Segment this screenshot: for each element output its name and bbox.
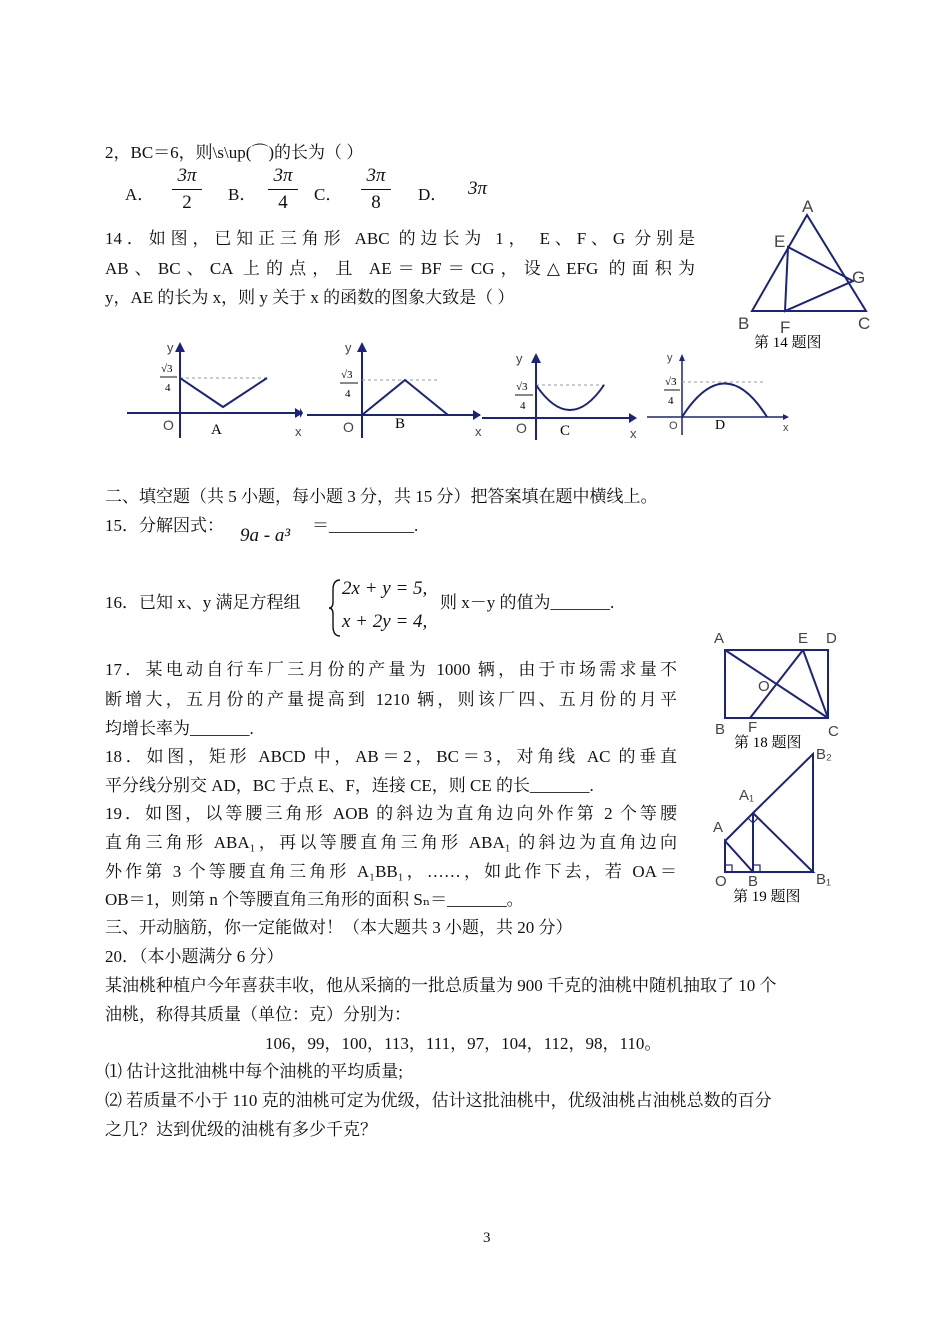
page-number: 3 <box>483 1230 491 1246</box>
q16-label: 16．已知 x、y 满足方程组 <box>105 593 301 612</box>
svg-text:O: O <box>669 420 678 432</box>
q19-figure <box>705 742 855 908</box>
q14-graph-b-label: B <box>395 416 406 432</box>
q19-line4: OB＝1，则第 n 个等腰直角三角形的面积 Sₙ＝_______。 <box>105 890 524 909</box>
svg-text:4: 4 <box>165 382 171 394</box>
label-f: F <box>780 318 791 337</box>
q17-line2: 断增大，五月份的产量提高到 1210 辆，则该厂四、五月份的月平 <box>105 690 677 709</box>
label-b: B <box>738 314 750 333</box>
q13-option-a-fraction: 3π 2 <box>172 165 202 214</box>
svg-text:O: O <box>758 678 770 695</box>
q15-blank: ＝__________. <box>312 516 419 535</box>
q13-option-b-fraction: 3π 4 <box>268 165 298 214</box>
q13-option-c-letter: C． <box>314 185 343 204</box>
q16-equation-1: 2x + y = 5, <box>342 578 428 599</box>
label-c: C <box>858 314 871 333</box>
svg-text:O: O <box>715 873 727 890</box>
q15-label: 15．分解因式： <box>105 516 224 535</box>
q15-expression: 9a - a³ <box>240 525 291 546</box>
q16-equation-2: x + 2y = 4, <box>342 611 428 632</box>
svg-text:F: F <box>748 719 758 736</box>
q19-figure-caption: 第 19 题图 <box>733 889 801 905</box>
svg-text:y: y <box>167 340 174 355</box>
svg-text:4: 4 <box>520 400 526 412</box>
q20-part2: ⑵ 若质量不小于 110 克的油桃可定为优级，估计这批油桃中，优级油桃占油桃总数的百分 <box>105 1091 772 1110</box>
q13-option-a-letter: A． <box>125 185 155 204</box>
q14-line3: y，AE 的长为 x，则 y 关于 x 的函数的图象大致是（ ） <box>105 288 515 307</box>
svg-text:C: C <box>828 723 839 740</box>
svg-text:A₁: A₁ <box>739 787 755 804</box>
svg-text:y: y <box>667 352 673 364</box>
svg-text:A: A <box>714 630 725 647</box>
label-g: G <box>852 268 866 287</box>
svg-text:x: x <box>783 422 789 434</box>
svg-text:√3: √3 <box>341 369 353 381</box>
svg-text:B: B <box>715 721 726 738</box>
svg-text:B₂: B₂ <box>816 746 832 763</box>
section2-heading: 二、填空题（共 5 小题，每小题 3 分，共 15 分）把答案填在题中横线上。 <box>105 487 658 506</box>
q18-figure <box>708 626 858 754</box>
svg-text:O: O <box>516 420 527 436</box>
q14-graph-b <box>305 338 485 443</box>
svg-text:y: y <box>516 351 523 366</box>
svg-text:x: x <box>630 426 637 441</box>
q18-line1: 18．如图，矩形 ABCD 中，AB＝2，BC＝3，对角线 AC 的垂直 <box>105 747 677 766</box>
q16-tail: 则 x－y 的值为_______. <box>440 593 615 612</box>
q13-stem: 2，BC＝6，则\s\up(⌒)的长为（ ） <box>105 143 364 162</box>
q14-figure <box>730 195 880 355</box>
q17-line1: 17．某电动自行车厂三月份的产量为 1000 辆，由于市场需求量不 <box>105 660 677 679</box>
q14-figure-caption: 第 14 题图 <box>754 335 822 351</box>
q14-graph-c <box>480 345 640 445</box>
q20-data: 106，99，100，113，111，97，104，112，98，110。 <box>265 1034 662 1053</box>
q18-line2: 平分线分别交 AD，BC 于点 E、F，连接 CE，则 CE 的长_______. <box>105 776 594 795</box>
svg-text:E: E <box>798 630 809 647</box>
q14-line1: 14．如图，已知正三角形 ABC 的边长为 1， E、F、G 分别是 <box>105 229 695 248</box>
q16-brace <box>328 578 342 638</box>
svg-text:√3: √3 <box>161 363 173 375</box>
q13-option-b-letter: B． <box>228 185 257 204</box>
svg-text:√3: √3 <box>516 381 528 393</box>
q14-graph-a-label: A <box>211 422 222 438</box>
svg-text:B: B <box>748 873 759 890</box>
svg-text:O: O <box>343 419 354 435</box>
q20-part2-cont: 之几？达到优级的油桃有多少千克？ <box>105 1120 377 1139</box>
svg-text:√3: √3 <box>665 376 677 388</box>
svg-text:A: A <box>713 819 724 836</box>
q20-title: 20．（本小题满分 6 分） <box>105 947 284 966</box>
q14-line2: AB、BC、CA 上的点，且 AE＝BF＝CG，设△EFG 的面积为 <box>105 259 695 278</box>
svg-text:O: O <box>163 417 174 433</box>
svg-text:B₁: B₁ <box>816 871 832 888</box>
q13-option-d-value: 3π <box>468 178 488 199</box>
q20-part1: ⑴ 估计这批油桃中每个油桃的平均质量; <box>105 1062 403 1081</box>
triangle-efg <box>785 247 853 311</box>
q19-line1: 19．如图，以等腰三角形 AOB 的斜边为直角边向外作第 2 个等腰 <box>105 804 677 823</box>
q14-graph-d-label: D <box>715 418 726 433</box>
q19-line3: 外作第 3 个等腰直角三角形 A₁BB₁，……，如此作下去，若 OA＝ <box>105 862 677 881</box>
svg-text:x: x <box>475 424 482 439</box>
q13-option-d-letter: D． <box>418 185 448 204</box>
q17-line3: 均增长率为_______. <box>105 719 254 738</box>
q20-line1: 某油桃种植户今年喜获丰收，他从采摘的一批总质量为 900 千克的油桃中随机抽取了 10 个 <box>105 976 777 995</box>
svg-text:x: x <box>295 424 302 439</box>
q19-line2: 直角三角形 ABA₁，再以等腰直角三角形 ABA₁ 的斜边为直角边向 <box>105 833 677 852</box>
section3-heading: 三、开动脑筋，你一定能做对！（本大题共 3 小题，共 20 分） <box>105 918 573 937</box>
q20-line2: 油桃，称得其质量（单位：克）分别为： <box>105 1005 411 1024</box>
q14-graph-c-label: C <box>560 423 571 439</box>
q13-option-c-fraction: 3π 8 <box>361 165 391 214</box>
q18-figure-caption: 第 18 题图 <box>734 735 802 751</box>
q14-graph-d <box>645 345 795 440</box>
label-e: E <box>774 232 786 251</box>
svg-text:4: 4 <box>345 388 351 400</box>
svg-text:D: D <box>826 630 837 647</box>
label-a: A <box>802 197 814 216</box>
q14-graph-a <box>125 338 305 443</box>
svg-text:y: y <box>345 340 352 355</box>
triangle-abc <box>752 215 866 311</box>
svg-text:4: 4 <box>668 395 674 407</box>
